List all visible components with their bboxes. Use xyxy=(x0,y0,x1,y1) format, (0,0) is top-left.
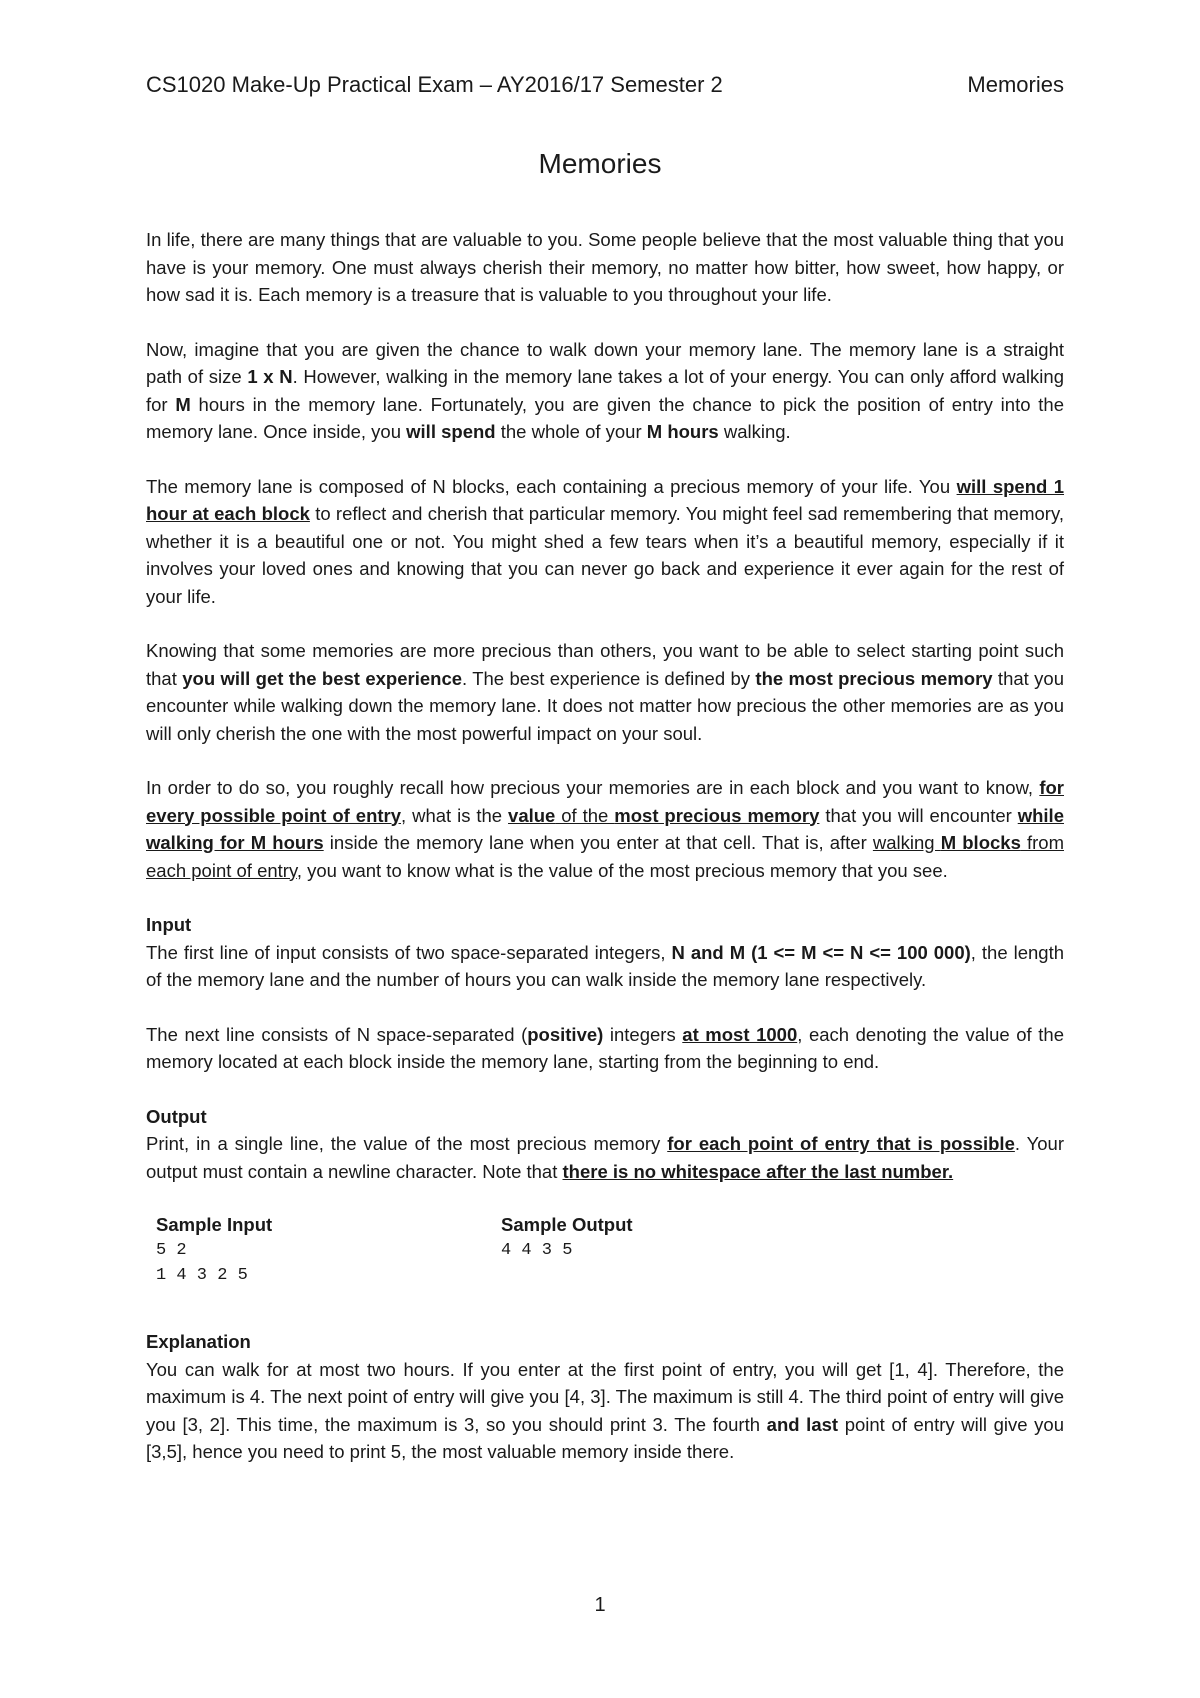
header-course-title: CS1020 Make-Up Practical Exam – AY2016/17 Semester 2 xyxy=(146,72,723,97)
best-experience-paragraph: Knowing that some memories are more precious than others, you want to be able to select starting point such that you will get the best experience. The best experience is defined by the most precious memory that you encounter while walking down the memory lane. It does not matter how precious the other memories are as you will only cherish the one with the most powerful impact on your soul. xyxy=(146,640,1064,744)
memory-lane-paragraph: Now, imagine that you are given the chance to walk down your memory lane. The memory lane is a straight path of size 1 x N. However, walking in the memory lane takes a lot of your energy. You can only afford walking for M hours in the memory lane. Fortunately, you are given the chance to pick the position of entry into the memory lane. Once inside, you will spend the whole of your M hours walking. xyxy=(146,338,1064,442)
input-line-2-paragraph: The next line consists of N space-separated (positive) integers at most 1000, each denoting the value of the memory located at each block inside the memory lane, starting from the beginning to end. xyxy=(146,1023,1064,1072)
input-heading: Input xyxy=(146,914,192,935)
output-paragraph: Print, in a single line, the value of the most precious memory for each point of entry that is possible. Your output must contain a newline character. Note that there is no whitespace after the last number. xyxy=(146,1133,1064,1182)
samples-table xyxy=(156,1212,1064,1288)
page-header xyxy=(146,72,1064,98)
sample-input-heading: Sample Input xyxy=(156,1214,273,1235)
task-paragraph: In order to do so, you roughly recall how precious your memories are in each block and you want to know, for every possible point of entry, what is the value of the most precious memory that you will encounter while walking for M hours inside the memory lane when you enter at that cell. That is, after walking M blocks from each point of entry, you want to know what is the value of the most precious memory that you see. xyxy=(146,777,1064,881)
explanation-heading: Explanation xyxy=(146,1331,251,1352)
page-number: 1 xyxy=(594,1594,606,1616)
sample-input-text: 5 2 1 4 3 2 5 xyxy=(156,1241,248,1285)
header-problem-name: Memories xyxy=(967,72,1064,97)
sample-output-heading: Sample Output xyxy=(501,1214,633,1235)
sample-output-column xyxy=(501,1212,846,1288)
problem-body xyxy=(146,226,1064,1493)
problem-title: Memories xyxy=(538,148,662,179)
output-heading: Output xyxy=(146,1105,207,1127)
explanation-paragraph: You can walk for at most two hours. If you enter at the first point of entry, you will get [1, 4]. Therefore, the maximum is 4. The next point of entry will give you [4, 3]. The maximum is still 4. The third point of entry will give you [3, 2]. This time, the maximum is 3, so you should print 3. The fourth and last point of entry will give you [3,5], hence you need to print 5, the most valuable memory inside there. xyxy=(146,1358,1064,1462)
intro-paragraph: In life, there are many things that are valuable to you. Some people believe that the most valuable thing that you have is your memory. One must always cherish their memory, no matter how bitter, how sweet, how happy, or how sad it is. Each memory is a treasure that is valuable to you throughout your life. xyxy=(146,229,1064,305)
input-line-1-paragraph: The first line of input consists of two space-separated integers, N and M (1 <= M <= N <= 100 000), the length of the memory lane and the number of hours you can walk inside the memory lane respectively. xyxy=(146,941,1064,990)
sample-input-column xyxy=(156,1212,501,1288)
blocks-paragraph: The memory lane is composed of N blocks, each containing a precious memory of your life. You will spend 1 hour at each block to reflect and cherish that particular memory. You might feel sad remembering that memory, whether it is a beautiful one or not. You might shed a few tears when it’s a beautiful memory, especially if it involves your loved ones and knowing that you can never go back and experience it ever again for the rest of your life. xyxy=(146,475,1065,607)
sample-output-text: 4 4 3 5 xyxy=(501,1241,573,1260)
